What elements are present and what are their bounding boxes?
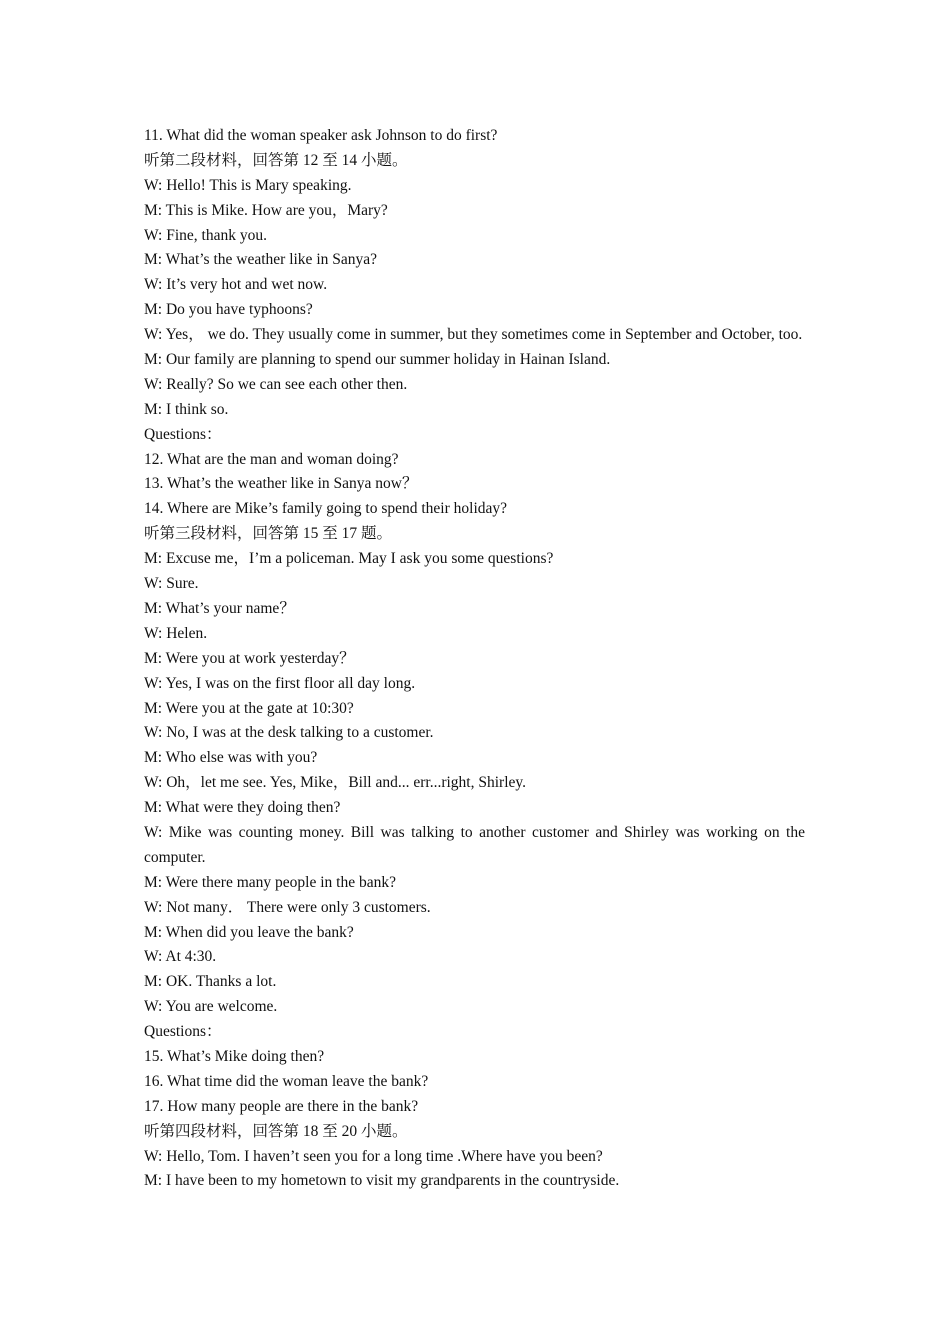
dialogue-line: W: You are welcome.	[144, 998, 278, 1016]
dialogue-line: M: What’s the weather like in Sanya?	[144, 251, 378, 269]
dialogue-line: M: I have been to my hometown to visit my grandparents in the countryside.	[144, 1172, 620, 1190]
dialogue-line: M: I think so.	[144, 400, 229, 418]
question-16: 16. What time did the woman leave the bank?	[144, 1072, 429, 1090]
dialogue-line: W: It’s very hot and wet now.	[144, 276, 328, 294]
dialogue-line: W: Hello! This is Mary speaking.	[144, 176, 352, 194]
dialogue-line: M: Who else was with you?	[144, 749, 318, 767]
dialogue-line: M: Were there many people in the bank?	[144, 873, 396, 891]
section-3-heading: 听第三段材料，回答第 15 至 17 题。	[144, 525, 393, 543]
dialogue-line: W: Really? So we can see each other then.	[144, 375, 408, 393]
dialogue-line: M: Our family are planning to spend our summer holiday in Hainan Island.	[144, 351, 611, 369]
section-2-heading: 听第二段材料，回答第 12 至 14 小题。	[144, 151, 408, 169]
question-15: 15. What’s Mike doing then?	[144, 1048, 325, 1065]
transcript-body	[144, 124, 805, 1194]
dialogue-line: W: Fine, thank you.	[144, 226, 267, 244]
dialogue-line: M: What were they doing then?	[144, 799, 341, 817]
dialogue-line: W: Oh，let me see. Yes, Mike，Bill and... err...right, Shirley.	[144, 774, 526, 792]
dialogue-line: M: Excuse me，I’m a policeman. May I ask you some questions?	[144, 550, 554, 568]
dialogue-line: W: Helen.	[144, 624, 208, 642]
question-14: 14. Where are Mike’s family going to spend their holiday?	[144, 500, 508, 518]
section-4-heading: 听第四段材料，回答第 18 至 20 小题。	[144, 1122, 408, 1140]
question-12: 12. What are the man and woman doing?	[144, 450, 399, 468]
dialogue-line: M: OK. Thanks a lot.	[144, 973, 277, 991]
dialogue-line: W: No, I was at the desk talking to a customer.	[144, 724, 434, 742]
dialogue-line: M: Were you at work yesterday？	[144, 649, 355, 667]
dialogue-line: W: Hello, Tom. I haven’t seen you for a long time .Where have you been?	[144, 1147, 603, 1165]
dialogue-line: M: This is Mike. How are you，Mary?	[144, 201, 388, 219]
dialogue-line: W: At 4:30.	[144, 948, 217, 966]
question-17: 17. How many people are there in the bank?	[144, 1097, 419, 1115]
dialogue-line: W: Mike was counting money. Bill was talking to another customer and Shirley was working on the computer.	[144, 823, 805, 866]
dialogue-line: M: Do you have typhoons?	[144, 301, 313, 319]
dialogue-line: W: Not many． There were only 3 customers.	[144, 898, 431, 916]
question-13: 13. What’s the weather like in Sanya now？	[144, 475, 418, 493]
question-11: 11. What did the woman speaker ask Johnson to do first?	[144, 127, 498, 144]
dialogue-line: M: What’s your name？	[144, 599, 295, 617]
dialogue-line: W: Yes， we do. They usually come in summer, but they sometimes come in September and October, too.	[144, 326, 803, 344]
dialogue-line: M: When did you leave the bank?	[144, 923, 354, 941]
dialogue-line: W: Yes, I was on the first floor all day long.	[144, 674, 416, 692]
dialogue-line: M: Were you at the gate at 10:30?	[144, 699, 354, 717]
questions-heading: Questions：	[144, 425, 222, 443]
dialogue-line: W: Sure.	[144, 575, 199, 593]
questions-heading: Questions：	[144, 1023, 222, 1041]
